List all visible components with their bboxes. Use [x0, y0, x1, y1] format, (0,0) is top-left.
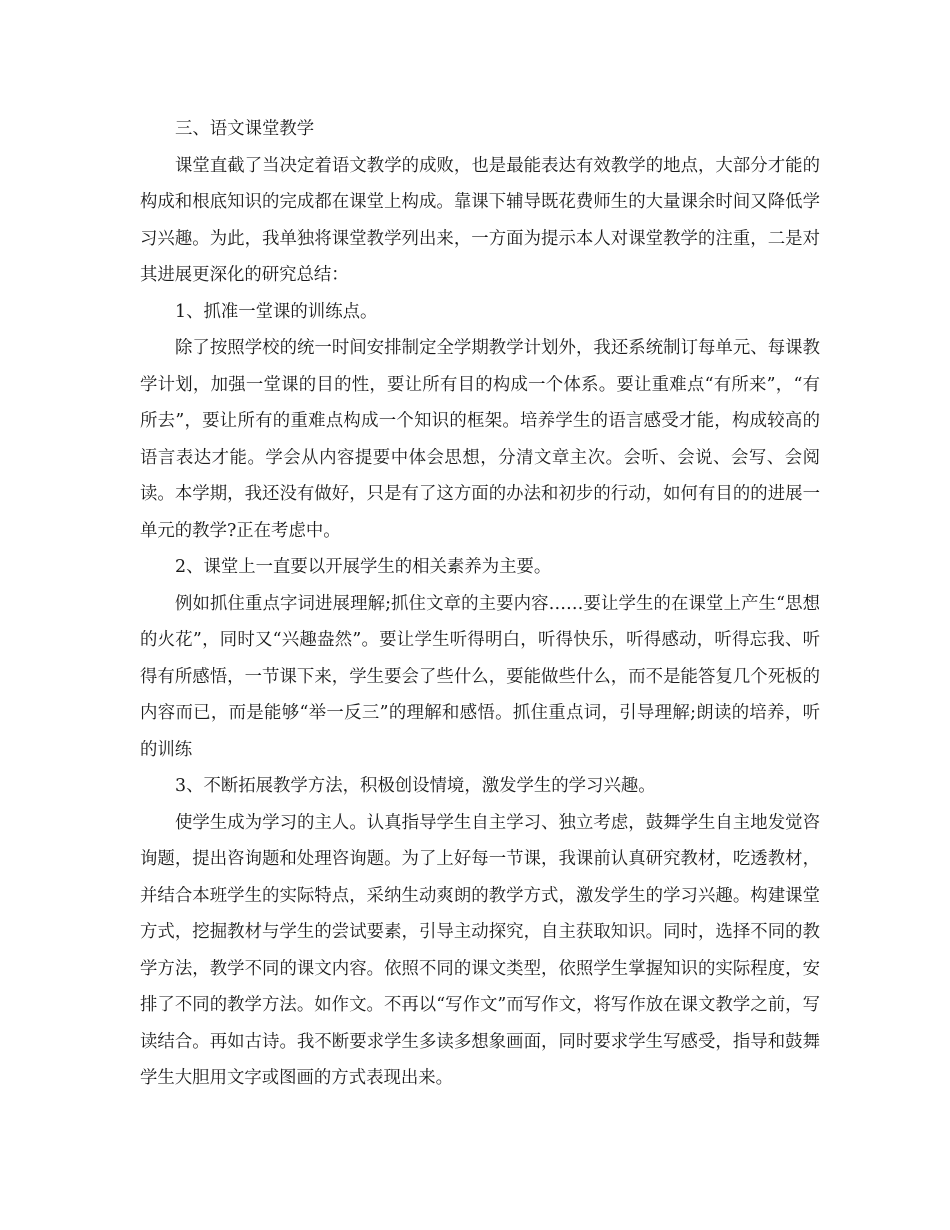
subheading: 1、抓准一堂课的训练点。: [175, 301, 378, 322]
paragraph: 例如抓住重点字词进展理解;抓住文章的主要内容……要让学生的在课堂上产生“思想的火花”，同时又“兴趣盎然”。要让学生听得明白，听得快乐，听得感动，听得忘我、听得有所感悟，一节课下来，学生要会了些什么，要能做些什么，而不是能答复几个死板的内容而已，而是能够“举一反三”的理解和感悟。抓住重点词，引导理解;朗读的培养，听的训练: [140, 593, 820, 760]
document-body: [140, 111, 820, 1097]
paragraph: 使学生成为学习的主人。认真指导学生自主学习、独立考虑，鼓舞学生自主地发觉咨询题，提出咨询题和处理咨询题。为了上好每一节课，我课前认真研究教材，吃透教材，并结合本班学生的实际特点，采纳生动爽朗的教学方式，激发学生的学习兴趣。构建课堂方式，挖掘教材与学生的尝试要素，引导主动探究，自主获取知识。同时，选择不同的教学方法，教学不同的课文内容。依照不同的课文类型，依照学生掌握知识的实际程度，安排了不同的教学方法。如作文。不再以“写作文”而写作文，将写作放在课文教学之前，写读结合。再如古诗。我不断要求学生多读多想象画面，同时要求学生写感受，指导和鼓舞学生大胆用文字或图画的方式表现出来。: [140, 812, 820, 1088]
paragraph: 课堂直截了当决定着语文教学的成败，也是最能表达有效教学的地点，大部分才能的构成和根底知识的完成都在课堂上构成。靠课下辅导既花费师生的大量课余时间又降低学习兴趣。为此，我单独将课堂教学列出来，一方面为提示本人对课堂教学的注重，二是对其进展更深化的研究总结：: [140, 155, 820, 285]
subheading: 2、课堂上一直要以开展学生的相关素养为主要。: [175, 557, 552, 577]
paragraph: 除了按照学校的统一时间安排制定全学期教学计划外，我还系统制订每单元、每课教学计划，加强一堂课的目的性，要让所有目的构成一个体系。要让重难点“有所来”，“有所去”，要让所有的重难点构成一个知识的框架。培养学生的语言感受才能，构成较高的语言表达才能。学会从内容提要中体会思想，分清文章主次。会听、会说、会写、会阅读。本学期，我还没有做好，只是有了这方面的办法和初步的行动，如何有目的的进展一单元的教学?正在考虑中。: [140, 338, 820, 541]
section-heading: 三、语文课堂教学: [175, 119, 315, 139]
subheading: 3、不断拓展教学方法，积极创设情境，激发学生的学习兴趣。: [175, 776, 656, 796]
